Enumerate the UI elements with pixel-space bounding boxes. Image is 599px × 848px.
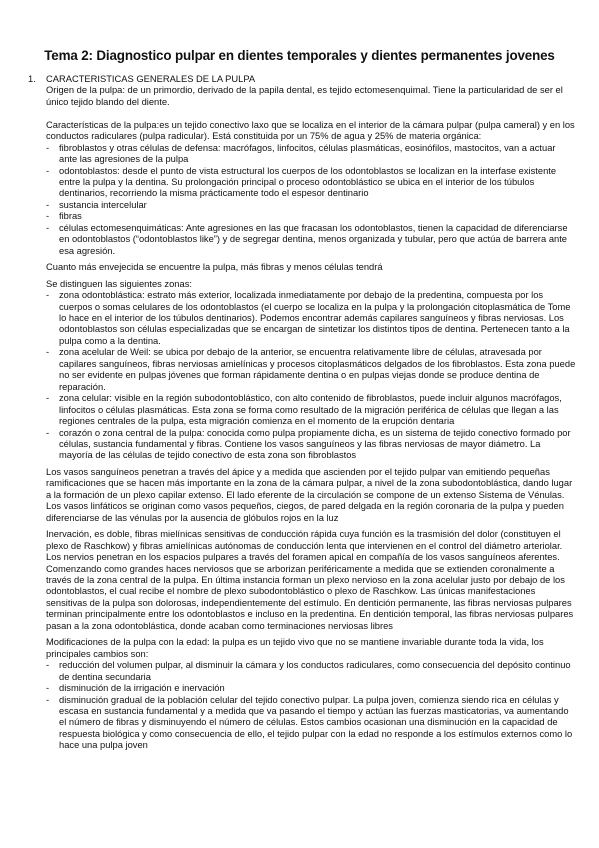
list-item: - sustancia intercelular — [46, 199, 147, 210]
pulp-aging-note: Cuanto más envejecida se encuentre la pulpa, más fibras y menos células tendrá — [46, 262, 383, 273]
age-changes-intro: Modificaciones de la pulpa con la edad: la pulpa es un tejido vivo que no se mantiene invariable durante toda la vida, los principales cambios son: — [46, 637, 544, 659]
list-item: - zona acelular de Weil: se ubica por debajo de la anterior, se encuentra relativamente libre de células, atravesada por capilares sanguíneos, fibras nerviosas amielínicas y procesos citoplasmáticos delgados de los fibroblastos. Esta zona puede no ser evidente en pulpas jóvenes que forman rápidamente dentina o en pulpas viejas donde se produce dentina de reparación. — [46, 347, 576, 392]
list-item: - fibroblastos y otras células de defensa: macrófagos, linfocitos, células plasmáticas, eosinófilos, mastocitos, van a actuar ante las agresiones de la pulpa — [46, 142, 556, 165]
pulp-characteristics-paragraph: Características de la pulpa:es un tejido conectivo laxo que se localiza en el interior de la cámara pulpar (pulpa cameral) y en los conductos radiculares (pulpa radicular). Está constituida por un 75% de agua y 25% de materia orgánica: — [46, 119, 575, 142]
age-changes-list — [28, 660, 576, 752]
dash-bullet: - — [46, 660, 50, 671]
innervation-paragraph: Inervación, es doble, fibras mielínicas sensitivas de conducción rápida cuya función es la trasmisión del dolor (constituyen el plexo de Raschkow) y fibras amielínicas autónomas de conducción lenta que intervienen en el control del diámetro arteriolar. Los nervios penetran en los espacios pulpares a través del foramen apical en compañía de los vasos sanguíneos aferentes. Comenzando como grandes haces nerviosos que se arborizan periféricamente a medida que se extienden coronalmente a través de la zona central de la pulpa. En última instancia forman un plexo nervioso en la zona acelular justo por debajo de los odontoblastos, el cual recibe el nombre de plexo subodontoblástico o plexo de Raschkow. Las únicas manifestaciones sensitivas de la pulpa son dolorosas, independientemente del estímulo. En dentición permanente, las fibras nerviosas pulpares terminan principalmente entre los odontoblastos e incluso en la predentina. En dentición temporal, las fibras nerviosas pulpares pasan a la zona odontoblástica, donde acaban como terminaciones nerviosas libres — [46, 529, 574, 631]
dash-bullet: - — [46, 290, 50, 301]
list-item: - reducción del volumen pulpar, al disminuir la cámara y los conductos radiculares, como consecuencia del depósito continuo de dentina secundaria — [46, 660, 571, 682]
dash-bullet: - — [46, 211, 50, 222]
list-item: - disminución gradual de la población celular del tejido conectivo pulpar. La pulpa joven, comienza siendo rica en células y escasa en sustancia fundamental y a medida que va pasando el tiempo y actúan las fuerzas masticatorias, va aumentando el número de fibras y disminuyendo el número de células. Estos cambios ocasionan una disminución en la capacidad de respuesta biológica y como consecuencia de ello, el tejido pulpar con la edad no responde a los estímulos externos como lo hace una pulpa joven — [46, 694, 573, 751]
list-item: - corazón o zona central de la pulpa: conocida como pulpa propiamente dicha, es un sistema de tejido conectivo formado por células, sustancia fundamental y fibras. Contiene los vasos sanguíneos y las fibras nerviosas de mayor diámetro. La mayoría de las células de tejido conectivo de esta zona son fibroblastos — [46, 427, 571, 461]
pulp-zones-list — [28, 290, 576, 462]
section-heading: CARACTERISTICAS GENERALES DE LA PULPA — [46, 74, 256, 84]
pulp-origin-paragraph: Origen de la pulpa: de un primordio, derivado de la papila dental, es tejido ectomesenquimal. Tiene la particularidad de ser el único tejido blando del diente. — [46, 85, 563, 107]
section-number: 1. — [28, 74, 36, 84]
dash-bullet: - — [46, 347, 50, 358]
list-item: - fibras — [46, 211, 82, 222]
dash-bullet: - — [46, 142, 50, 153]
list-item: - disminución de la irrigación e inervación — [46, 683, 225, 694]
blood-vessels-paragraph: Los vasos sanguíneos penetran a través del ápice y a medida que ascienden por el tejido pulpar van emitiendo pequeñas ramificaciones que se hacen más importante en la zona de la cámara pulpar, a nivel de la zona subodontoblástica, dando lugar a la formación de un plexo capilar extenso. El lado eferente de la circulación se compone de un extenso Sistema de Vénulas. Los vasos linfáticos se originan como vasos pequeños, ciegos, de pared delgada en la región coronaria de la pulpa y pueden diferenciarse de las vénulas por la ausencia de glóbulos rojos en la luz — [46, 466, 573, 523]
dash-bullet: - — [46, 165, 50, 176]
document-body — [28, 74, 576, 752]
dash-bullet: - — [46, 199, 50, 210]
list-item: - odontoblastos: desde el punto de vista estructural los cuerpos de los odontoblastos se localizan en la interfase existente entre la pulpa y la dentina. Su prolongación principal o proceso odontoblástico se ubica en el interior de los túbulos dentinarios, recorriendo la misma prácticamente todo el espesor dentinario — [46, 165, 557, 199]
list-item: - zona celular: visible en la región subodontoblástico, con alto contenido de fibroblastos, puede incluir algunos macrófagos, linfocitos o células plasmáticas. Esta zona se forma como resultado de la migración periférica de células que llegan a las regiones centrales de la pulpa, esta migración comienza en el momento de la erupción dentaria — [46, 393, 562, 427]
dash-bullet: - — [46, 427, 50, 438]
pulp-zones-intro: Se distinguen las siguientes zonas: — [46, 278, 192, 289]
list-item: - células ectomesenquimáticas: Ante agresiones en las que fracasan los odontoblastos, tienen la capacidad de diferenciarse en odontoblastos (“odontoblastos like”) y de segregar dentina, menos organizada y tubular, pero que actúa de barrera ante esa agresión. — [46, 222, 568, 256]
list-item: - zona odontoblástica: estrato más exterior, localizada inmediatamente por debajo de la predentina, compuesta por los cuerpos o somas celulares de los odontoblastos (el cuerpo se localiza en la pulpa y la prolongación citoplasmática de Tome lo hace en el interior de los túbulos dentinarios). Podemos encontrar además capilares sanguíneos y fibras nerviosas. Los odontoblastos son células especializadas que se encargan de sintetizar los distintos tipos de dentina. Pertenecen tanto a la pulpa como a la dentina. — [46, 290, 571, 346]
document-title: Tema 2: Diagnostico pulpar en dientes temporales y dientes permanentes jovenes — [44, 48, 555, 63]
dash-bullet: - — [46, 222, 50, 233]
section-content — [28, 85, 576, 751]
pulp-components-list — [28, 143, 576, 258]
dash-bullet: - — [46, 683, 50, 694]
dash-bullet: - — [46, 694, 50, 705]
dash-bullet: - — [46, 393, 50, 404]
section-heading-row — [28, 74, 576, 85]
